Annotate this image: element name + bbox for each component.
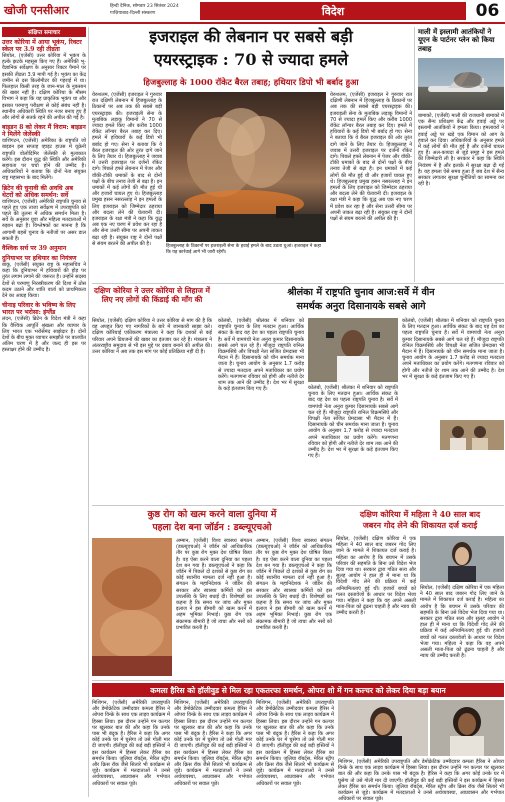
skorea-headline-1: दक्षिण कोरिया में महिला ने 40 साल बाद <box>359 509 481 519</box>
brief-title: उत्तर कोरिया में आया भूकंप, रिक्टर स्केल पर 3.9 रही तीव्रता <box>2 39 82 53</box>
right-top-photo <box>418 58 504 110</box>
section-title: विदेश <box>321 5 345 18</box>
kamala-body-col1: मिशिगन, (एजेंसी) अमेरिकी उपराष्ट्रपति और डेमोक्रेटिक उम्मीदवार कमला हैरिस ने ओपरा विन्फ्रे के साथ एक लाइव कार्यक्रम में हिस्सा लिया। इस दौरान उन्होंने गन कल्चर पर खुलकर बात की और कहा कि उनके पास भी बंदूक है। हैरिस ने कहा कि अगर कोई उनके घर में घुसेगा तो उसे गोली मार दी जाएगी। हॉलीवुड की कई बड़ी हस्तियों ने इस कार्यक्रम में हिस्सा लेकर हैरिस का समर्थन किया। जूलिया रॉबर्ट्स, मेरिल स्ट्रीप और क्रिस रॉक जैसे सितारे भी कार्यक्रम से जुड़े। कार्यक्रम में मतदाताओं ने उनसे अर्थव्यवस्था, आप्रवासन और गर्भपात अधिकारों पर सवाल पूछे। <box>92 700 170 787</box>
leprosy-photo <box>92 538 172 676</box>
leprosy-headline-1: कुष्ठ रोग को खत्म करने वाला दुनिया में <box>147 509 277 520</box>
right-top-headline: माली में इस्लामी आतंकियों ने यूएन के पार्टनर प्लेन को किया तबाह <box>418 27 495 53</box>
brief-text: बाकू, (एजेंसी) संयुक्त राष्ट्र के महासचिव ने कहा कि दुनियाभर में हथियारों की होड़ पर तुरंत लगाम लगाने की जरूरत है। उन्होंने सदस्य देशों से परमाणु निरस्त्रीकरण की दिशा में ठोस कदम उठाने और शांति वार्ता को प्राथमिकता देने का आग्रह किया। <box>2 262 86 300</box>
woman-portrait <box>420 536 504 582</box>
lead-headline-2: एयरस्ट्राइक : 70 से ज्यादा हमले <box>153 50 349 69</box>
brief-text: लंदन, (एजेंसी) ब्रिटेन के विदेश मंत्री ने कहा कि वैश्विक आपूर्ति श्रृंखला और व्यापार के लिए भारत एक भरोसेमंद साझेदार है। दोनों देशों के बीच मुक्त व्यापार समझौते पर बातचीत अंतिम चरण में है और जल्द ही इस पर हस्ताक्षर होने की उम्मीद है। <box>2 316 86 354</box>
smoke-image <box>166 92 326 242</box>
brief-label: संक्षिप्त समाचार <box>2 27 86 37</box>
section-rule <box>92 680 504 681</box>
oprah-photo <box>430 700 504 756</box>
masthead <box>0 0 505 22</box>
lead-body-col1: येरुशलम, (एजेंसी) इजराइल ने गुरुवार रात दक्षिणी लेबनान में हिजबुल्लाह के ठिकानों पर अब तक की सबसे बड़ी एयरस्ट्राइक की। इजराइली सेना के मुताबिक लड़ाकू विमानों ने 70 से ज्यादा हमले किए और करीब 1000 रॉकेट लॉन्चर बैरल तबाह कर दिए। हमले में हथियारों के कई डिपो भी बर्बाद हो गए। सेना ने बताया कि ये बैरल इजराइल की ओर तुरंत दागे जाने के लिए तैयार थे। हिजबुल्लाह ने जवाब में उत्तरी इजराइल पर दर्जनों रॉकेट दागे। पिछले हफ्ते लेबनान में पेजर और वॉकी-टॉकी धमाकों के बाद से दोनों पक्षों के बीच तनाव तेजी से बढ़ा है। इन धमाकों में कई लोगों की मौत हुई थी और हजारों घायल हुए थे। हिजबुल्लाह प्रमुख हसन नसरल्लाह ने इन हमलों के लिए इजराइल को जिम्मेदार ठहराया और बदला लेने की चेतावनी दी। इजराइल के रक्षा मंत्री ने कहा कि युद्ध अब एक नए चरण में प्रवेश कर रहा है और सेना उत्तरी सीमा पर अपनी ताकत बढ़ा रही है। संयुक्त राष्ट्र ने दोनों पक्षों से संयम बरतने की अपील की है। <box>92 92 162 247</box>
paper-name: खोजी एनसीआर <box>4 4 69 17</box>
hands-image <box>92 538 172 676</box>
skorea-photo <box>420 536 504 582</box>
kamala-headline: कमला हैरिस को हॉलीवुड से मिल रहा एकतरफा समर्थन, ओपरा शो में गन कल्चर को लेकर दिया बड़ा बयान <box>150 685 446 695</box>
brief-item <box>2 255 86 299</box>
masthead-logo-block <box>0 0 108 24</box>
korea-headline: दक्षिण कोरिया ने उत्तर कोरिया से लिहाज में लिए नए लोगों की किंडाई की माँग की <box>94 286 210 304</box>
brief-title: वैश्विक सर्च पर 39 अनुमान <box>2 245 67 253</box>
page-number: 06 <box>475 1 500 21</box>
kamala-portrait <box>338 700 428 756</box>
kamala-body-col3: मिशिगन, (एजेंसी) अमेरिकी उपराष्ट्रपति और डेमोक्रेटिक उम्मीदवार कमला हैरिस ने ओपरा विन्फ्रे के साथ एक लाइव कार्यक्रम में हिस्सा लिया। इस दौरान उन्होंने गन कल्चर पर खुलकर बात की और कहा कि उनके पास भी बंदूक है। हैरिस ने कहा कि अगर कोई उनके घर में घुसेगा तो उसे गोली मार दी जाएगी। हॉलीवुड की कई बड़ी हस्तियों ने इस कार्यक्रम में हिस्सा लेकर हैरिस का समर्थन किया। जूलिया रॉबर्ट्स, मेरिल स्ट्रीप और क्रिस रॉक जैसे सितारे भी कार्यक्रम से जुड़े। कार्यक्रम में मतदाताओं ने उनसे अर्थव्यवस्था, आप्रवासन और गर्भपात अधिकारों पर सवाल पूछे। <box>256 700 334 787</box>
lead-subhead: हिजबुल्लाह के 1000 रॉकेट बैरल तबाह; हथियार डिपो भी बर्बाद हुआ <box>143 77 359 87</box>
brief-title: ब्रिटेन की चुनावी की अवधि अब थेटरों को अधिक समर्थन: सर्वे <box>2 184 74 199</box>
masthead-date: हिन्दी दैनिक, सोमवार 23 सितंबर 2024 <box>110 4 179 9</box>
srilanka-body-col1: कोलंबो, (एजेंसी) श्रीलंका में शनिवार को राष्ट्रपति चुनाव के लिए मतदान हुआ। आर्थिक संकट के बाद यह देश का पहला राष्ट्रपति चुनाव है। सर्वे में वामपंथी नेता अनुरा कुमार दिसानायके सबसे आगे चल रहे हैं। मौजूदा राष्ट्रपति रानिल विक्रमसिंघे और विपक्षी नेता सजित प्रेमदासा भी मैदान में हैं। दिसानायके को चीन समर्थक माना जाता है। चुनाव आयोग के अनुसार 1.7 करोड़ से ज्यादा मतदाता अपने मताधिकार का प्रयोग करेंगे। मतगणना रविवार को होगी और नतीजे देर शाम तक आने की उम्मीद है। देश भर में सुरक्षा के कड़े इंतजाम किए गए हैं। <box>218 318 304 393</box>
leprosy-body-col2: अम्मान, (एजेंसी) विश्व स्वास्थ्य संगठन (डब्ल्यूएचओ) ने जॉर्डन को आधिकारिक तौर पर कुष्ठ रोग मुक्त देश घोषित किया है। वह ऐसा करने वाला दुनिया का पहला देश बन गया है। डब्ल्यूएचओ ने कहा कि जॉर्डन में पिछले दो दशकों से कुष्ठ रोग का कोई स्थानीय मामला दर्ज नहीं हुआ है। संगठन के महानिदेशक ने जॉर्डन की सरकार और स्वास्थ्य कर्मियों को इस उपलब्धि के लिए बधाई दी। विशेषज्ञों का कहना है कि समय पर जांच और मुफ्त इलाज ने इस बीमारी को खत्म करने में अहम भूमिका निभाई। कुष्ठ रोग एक संक्रामक बीमारी है जो त्वचा और नसों को प्रभावित करती है। <box>256 538 332 631</box>
lead-headline-1: इजराइल की लेबनान पर सबसे बड़ी <box>149 27 353 46</box>
srilanka-body-col3: कोलंबो, (एजेंसी) श्रीलंका में शनिवार को राष्ट्रपति चुनाव के लिए मतदान हुआ। आर्थिक संकट के बाद यह देश का पहला राष्ट्रपति चुनाव है। सर्वे में वामपंथी नेता अनुरा कुमार दिसानायके सबसे आगे चल रहे हैं। मौजूदा राष्ट्रपति रानिल विक्रमसिंघे और विपक्षी नेता सजित प्रेमदासा भी मैदान में हैं। दिसानायके को चीन समर्थक माना जाता है। चुनाव आयोग के अनुसार 1.7 करोड़ से ज्यादा मतदाता अपने मताधिकार का प्रयोग करेंगे। मतगणना रविवार को होगी और नतीजे देर शाम तक आने की उम्मीद है। देश भर में सुरक्षा के कड़े इंतजाम किए गए हैं। <box>402 318 504 380</box>
column-divider <box>88 27 89 797</box>
brief-item <box>2 185 86 242</box>
kamala-photo <box>338 700 428 756</box>
brief-item <box>2 245 86 252</box>
lead-photo <box>166 92 326 242</box>
kamala-body-col4: मिशिगन, (एजेंसी) अमेरिकी उपराष्ट्रपति और डेमोक्रेटिक उम्मीदवार कमला हैरिस ने ओपरा विन्फ्रे के साथ एक लाइव कार्यक्रम में हिस्सा लिया। इस दौरान उन्होंने गन कल्चर पर खुलकर बात की और कहा कि उनके पास भी बंदूक है। हैरिस ने कहा कि अगर कोई उनके घर में घुसेगा तो उसे गोली मार दी जाएगी। हॉलीवुड की कई बड़ी हस्तियों ने इस कार्यक्रम में हिस्सा लेकर हैरिस का समर्थन किया। जूलिया रॉबर्ट्स, मेरिल स्ट्रीप और क्रिस रॉक जैसे सितारे भी कार्यक्रम से जुड़े। कार्यक्रम में मतदाताओं ने उनसे अर्थव्यवस्था, आप्रवासन और गर्भपात अधिकारों पर सवाल पूछे। <box>338 759 504 802</box>
masthead-rule <box>0 22 505 24</box>
plane-image <box>418 58 504 110</box>
candidate-portrait <box>308 318 398 382</box>
brief-text: वाशिंगटन, (एजेंसी) अमेरिका के राष्ट्रपति जो बाइडन इस सप्ताह व्हाइट हाउस में यूक्रेनी राष्ट्रपति वोलोदिमिर जेलेंस्की से मुलाकात करेंगे। इस दौरान युद्ध की स्थिति और अमेरिकी सहायता पर चर्चा होने की उम्मीद है। अधिकारियों ने बताया कि दोनों नेता संयुक्त राष्ट्र महासभा के बाद मिलेंगे। <box>2 138 86 182</box>
brief-text: वाशिंगटन, (एजेंसी) अमेरिकी राष्ट्रपति चुनाव से पहले हुए एक ताजा सर्वेक्षण में उपराष्ट्रपति को पहले की तुलना में अधिक समर्थन मिला है। सर्वे के अनुसार युवा और महिला मतदाताओं में रुझान बढ़ा है। विश्लेषकों का मानना है कि आगामी बहसें चुनाव के नतीजों पर असर डाल सकती हैं। <box>2 198 86 242</box>
korea-body: सियोल, (एजेंसी) दक्षिण कोरिया ने उत्तर कोरिया से मांग की है कि वह अपहृत किए गए नागरिकों के बारे में जानकारी साझा करे। दक्षिण कोरियाई एकीकरण मंत्रालय ने कहा कि दशकों से कई परिवार अपने प्रियजनों की खबर का इंतजार कर रहे हैं। मंत्रालय ने अंतरराष्ट्रीय समुदाय से भी इस मुद्दे पर दबाव बनाने की अपील की। उत्तर कोरिया ने अब तक इस मांग पर कोई प्रतिक्रिया नहीं दी है। <box>92 318 212 356</box>
leprosy-headline-2: पहला देश बना जॉर्डन : डब्ल्यूएचओ <box>152 522 272 533</box>
srilanka-body-col2: कोलंबो, (एजेंसी) श्रीलंका में शनिवार को राष्ट्रपति चुनाव के लिए मतदान हुआ। आर्थिक संकट के बाद यह देश का पहला राष्ट्रपति चुनाव है। सर्वे में वामपंथी नेता अनुरा कुमार दिसानायके सबसे आगे चल रहे हैं। मौजूदा राष्ट्रपति रानिल विक्रमसिंघे और विपक्षी नेता सजित प्रेमदासा भी मैदान में हैं। दिसानायके को चीन समर्थक माना जाता है। चुनाव आयोग के अनुसार 1.7 करोड़ से ज्यादा मतदाता अपने मताधिकार का प्रयोग करेंगे। मतगणना रविवार को होगी और नतीजे देर शाम तक आने की उम्मीद है। देश भर में सुरक्षा के कड़े इंतजाम किए गए हैं। <box>308 385 398 460</box>
brief-item <box>2 124 86 181</box>
brief-item <box>2 39 86 121</box>
lead-body-col2: येरुशलम, (एजेंसी) इजराइल ने गुरुवार रात दक्षिणी लेबनान में हिजबुल्लाह के ठिकानों पर अब तक की सबसे बड़ी एयरस्ट्राइक की। इजराइली सेना के मुताबिक लड़ाकू विमानों ने 70 से ज्यादा हमले किए और करीब 1000 रॉकेट लॉन्चर बैरल तबाह कर दिए। हमले में हथियारों के कई डिपो भी बर्बाद हो गए। सेना ने बताया कि ये बैरल इजराइल की ओर तुरंत दागे जाने के लिए तैयार थे। हिजबुल्लाह ने जवाब में उत्तरी इजराइल पर दर्जनों रॉकेट दागे। पिछले हफ्ते लेबनान में पेजर और वॉकी-टॉकी धमाकों के बाद से दोनों पक्षों के बीच तनाव तेजी से बढ़ा है। इन धमाकों में कई लोगों की मौत हुई थी और हजारों घायल हुए थे। हिजबुल्लाह प्रमुख हसन नसरल्लाह ने इन हमलों के लिए इजराइल को जिम्मेदार ठहराया और बदला लेने की चेतावनी दी। इजराइल के रक्षा मंत्री ने कहा कि युद्ध अब एक नए चरण में प्रवेश कर रहा है और सेना उत्तरी सीमा पर अपनी ताकत बढ़ा रही है। संयुक्त राष्ट्र ने दोनों पक्षों से संयम बरतने की अपील की है। <box>330 92 412 223</box>
oprah-portrait <box>430 700 504 756</box>
section-rule <box>92 283 504 284</box>
skorea-body-col1: सियोल, (एजेंसी) दक्षिण कोरिया में एक महिला ने 40 साल बाद जबरन गोद लिए जाने के मामले में शिकायत दर्ज कराई है। महिला का आरोप है कि बचपन में उसके परिवार की सहमति के बिना उसे विदेश भेज दिया गया था। सरकार द्वारा गठित सत्य और सुलह आयोग ने हाल ही में माना था कि विदेशी गोद लेने की प्रक्रिया में कई अनियमितताएं हुई थीं। हजारों बच्चों को गलत दस्तावेजों के आधार पर विदेश भेजा गया। महिला ने कहा कि वह अपने असली माता-पिता को ढूंढना चाहती है और न्याय की उम्मीद करती है। <box>336 536 416 617</box>
right-top-body: बामाको, (एजेंसी) माली की राजधानी बामाको में एक सैन्य प्रशिक्षण केंद्र और हवाई अड्डे पर इस्लामी आतंकियों ने हमला किया। हमलावरों ने हवाई अड्डे पर खड़े एक विमान को आग के हवाले कर दिया। अधिकारियों के अनुसार हमले में कई लोगों की मौत हुई है और दर्जनों घायल हुए हैं। अल-कायदा से जुड़े समूह ने इस हमले की जिम्मेदारी ली है। सरकार ने कहा कि स्थिति नियंत्रण में है और इलाके में सुरक्षा बढ़ा दी गई है। यह हमला ऐसे समय हुआ है जब देश में सैन्य सरकार लगातार सुरक्षा चुनौतियों का सामना कर रही है। <box>418 113 504 188</box>
skorea-headline-2: जबरन गोद लेने की शिकायत दर्ज कराई <box>362 520 478 530</box>
masthead-edition: गाज़ियाबाद-दिल्ली संस्करण <box>110 11 156 16</box>
srilanka-headline-2: समर्थक अनुरा दिसानायके सबसे आगे <box>296 301 426 312</box>
brief-title: दुनियाभर पर हथियार का नियंत्रण <box>2 255 77 263</box>
column-divider <box>414 27 415 282</box>
section-rule <box>92 505 504 506</box>
brief-text: सियोल, (एजेंसी) उत्तर कोरिया में भूकंप के हल्के झटके महसूस किए गए हैं। अमेरिकी भू-वैज्ञानिक सर्वेक्षण के अनुसार रिक्टर पैमाने पर इसकी तीव्रता 3.9 मापी गई है। भूकंप का केंद्र जमीन से दस किलोमीटर की गहराई में था। फिलहाल किसी तरह के जान-माल के नुकसान की खबर नहीं है। दक्षिण कोरिया के मौसम विभाग ने कहा कि यह प्राकृतिक भूकंप था और इसका परमाणु परीक्षण से कोई संबंध नहीं है। स्थानीय अधिकारी स्थिति पर नजर बनाए हुए हैं और लोगों से सतर्क रहने की अपील की गई है। <box>2 53 86 122</box>
srilanka-headline-1: श्रीलंका में राष्ट्रपति चुनाव आज:सर्वे में वीन <box>287 287 435 298</box>
srilanka-photo <box>308 318 398 382</box>
brief-title: चीनाइ परिवार के भविष्य के लिए भारत पर भरोसा: इंग्लैंड <box>2 302 76 317</box>
skorea-body-col2: सियोल, (एजेंसी) दक्षिण कोरिया में एक महिला ने 40 साल बाद जबरन गोद लिए जाने के मामले में शिकायत दर्ज कराई है। महिला का आरोप है कि बचपन में उसके परिवार की सहमति के बिना उसे विदेश भेज दिया गया था। सरकार द्वारा गठित सत्य और सुलह आयोग ने हाल ही में माना था कि विदेशी गोद लेने की प्रक्रिया में कई अनियमितताएं हुई थीं। हजारों बच्चों को गलत दस्तावेजों के आधार पर विदेश भेजा गया। महिला ने कहा कि वह अपने असली माता-पिता को ढूंढना चाहती है और न्याय की उम्मीद करती है। <box>420 585 504 660</box>
kamala-headline-bar <box>92 683 504 697</box>
kamala-body-col2: मिशिगन, (एजेंसी) अमेरिकी उपराष्ट्रपति और डेमोक्रेटिक उम्मीदवार कमला हैरिस ने ओपरा विन्फ्रे के साथ एक लाइव कार्यक्रम में हिस्सा लिया। इस दौरान उन्होंने गन कल्चर पर खुलकर बात की और कहा कि उनके पास भी बंदूक है। हैरिस ने कहा कि अगर कोई उनके घर में घुसेगा तो उसे गोली मार दी जाएगी। हॉलीवुड की कई बड़ी हस्तियों ने इस कार्यक्रम में हिस्सा लेकर हैरिस का समर्थन किया। जूलिया रॉबर्ट्स, मेरिल स्ट्रीप और क्रिस रॉक जैसे सितारे भी कार्यक्रम से जुड़े। कार्यक्रम में मतदाताओं ने उनसे अर्थव्यवस्था, आप्रवासन और गर्भपात अधिकारों पर सवाल पूछे। <box>174 700 252 787</box>
srilanka-photo-2 <box>440 420 504 450</box>
lead-caption: हिजबुल्लाह के ठिकानों पर इजराइली सेना के हवाई हमले के बाद उठता धुआं। इजराइल ने कहा कि यह कार्रवाई आगे भी जारी रहेगी। <box>166 244 321 255</box>
section-bar <box>200 2 466 20</box>
voters-image <box>440 420 504 450</box>
leprosy-body-col1: अम्मान, (एजेंसी) विश्व स्वास्थ्य संगठन (डब्ल्यूएचओ) ने जॉर्डन को आधिकारिक तौर पर कुष्ठ रोग मुक्त देश घोषित किया है। वह ऐसा करने वाला दुनिया का पहला देश बन गया है। डब्ल्यूएचओ ने कहा कि जॉर्डन में पिछले दो दशकों से कुष्ठ रोग का कोई स्थानीय मामला दर्ज नहीं हुआ है। संगठन के महानिदेशक ने जॉर्डन की सरकार और स्वास्थ्य कर्मियों को इस उपलब्धि के लिए बधाई दी। विशेषज्ञों का कहना है कि समय पर जांच और मुफ्त इलाज ने इस बीमारी को खत्म करने में अहम भूमिका निभाई। कुष्ठ रोग एक संक्रामक बीमारी है जो त्वचा और नसों को प्रभावित करती है। <box>176 538 252 631</box>
brief-column <box>2 27 86 797</box>
brief-item <box>2 302 86 353</box>
brief-title: बाइडन 8 को लेकर मैं विराम: बाइडन ने मिलेंगे जेलेंस्की <box>2 124 86 139</box>
